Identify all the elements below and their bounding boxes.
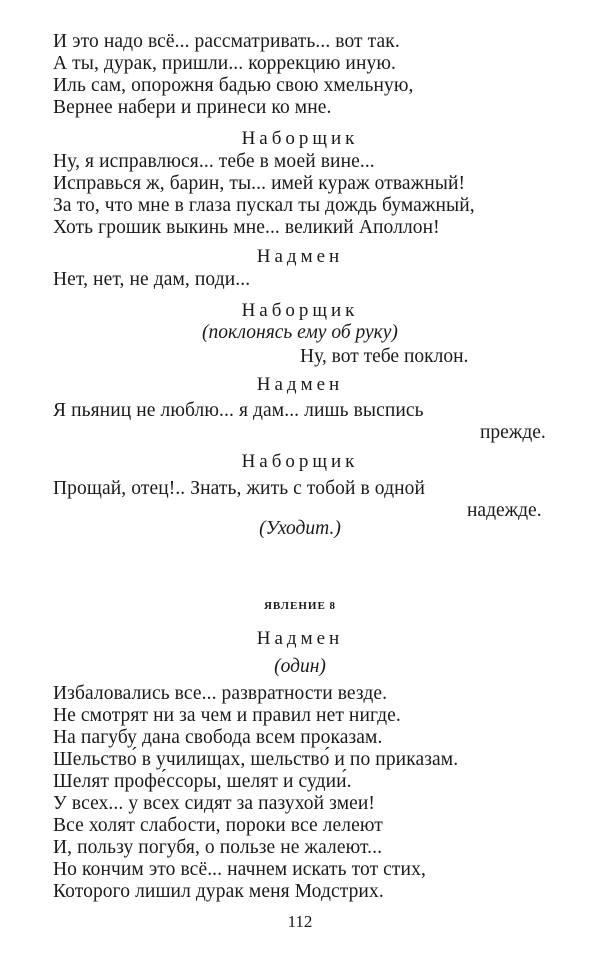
verse-line: Хоть грошик выкинь мне... великий Аполлон!	[53, 217, 440, 238]
speaker-nadmen: Надмен	[256, 246, 344, 267]
verse-continuation: надежде.	[467, 500, 542, 521]
verse-line: Я пьяниц не люблю... я дам... лишь выспись	[53, 400, 424, 421]
verse-line: У всех... у всех сидят за пазухой змеи!	[53, 793, 376, 814]
verse-line: За то, что мне в глаза пускал ты дождь бумажный,	[53, 195, 475, 216]
verse-line: Не смотрят ни за чем и правил нет нигде.	[53, 705, 401, 726]
verse-line: Все холят слабости, пороки все лелеют	[53, 815, 383, 836]
verse-line: И, пользу погубя, о пользе не жалеют...	[53, 837, 383, 858]
verse-line: А ты, дурак, пришли... коррекцию иную.	[53, 53, 396, 74]
verse-line: И это надо всё... рассматривать... вот так.	[53, 31, 400, 52]
stage-direction: (поклонясь ему об руку)	[202, 322, 398, 343]
verse-continuation: прежде.	[480, 422, 546, 443]
verse-line: Шелят профе́ссоры, шелят и судии́.	[53, 771, 352, 792]
verse-line: Избаловались все... развратности везде.	[53, 683, 388, 704]
stage-direction: (Уходит.)	[259, 518, 341, 539]
speaker-naborshchik: Наборщик	[241, 300, 359, 321]
stage-direction: (один)	[274, 656, 326, 677]
speaker-naborshchik: Наборщик	[241, 451, 359, 472]
verse-line: Иль сам, опорожня бадью свою хмельную,	[53, 75, 414, 96]
verse-line: Ну, я исправлюся... тебе в моей вине...	[53, 151, 375, 172]
speaker-nadmen: Надмен	[256, 374, 344, 395]
verse-line: Нет, нет, не дам, поди...	[53, 269, 251, 290]
scene-title: ЯВЛЕНИЕ 8	[263, 600, 337, 612]
verse-line: Шельство́ в училищах, шельство́ и по приказам.	[53, 749, 459, 770]
verse-line: Вернее набери и принеси ко мне.	[53, 97, 332, 118]
verse-line: Которого лишил дурак меня Модстрих.	[53, 881, 384, 902]
speaker-nadmen: Надмен	[256, 628, 344, 649]
verse-line: Но кончим это всё... начнем искать тот стих,	[53, 859, 426, 880]
verse-line: Ну, вот тебе поклон.	[300, 346, 469, 367]
speaker-naborshchik: Наборщик	[241, 128, 359, 149]
verse-line: На пагубу дана свобода всем проказам.	[53, 727, 383, 748]
verse-line: Исправься ж, барин, ты... имей кураж отважный!	[53, 173, 466, 194]
verse-line: Прощай, отец!.. Знать, жить с тобой в одной	[53, 478, 426, 499]
page-number: 112	[287, 912, 313, 931]
